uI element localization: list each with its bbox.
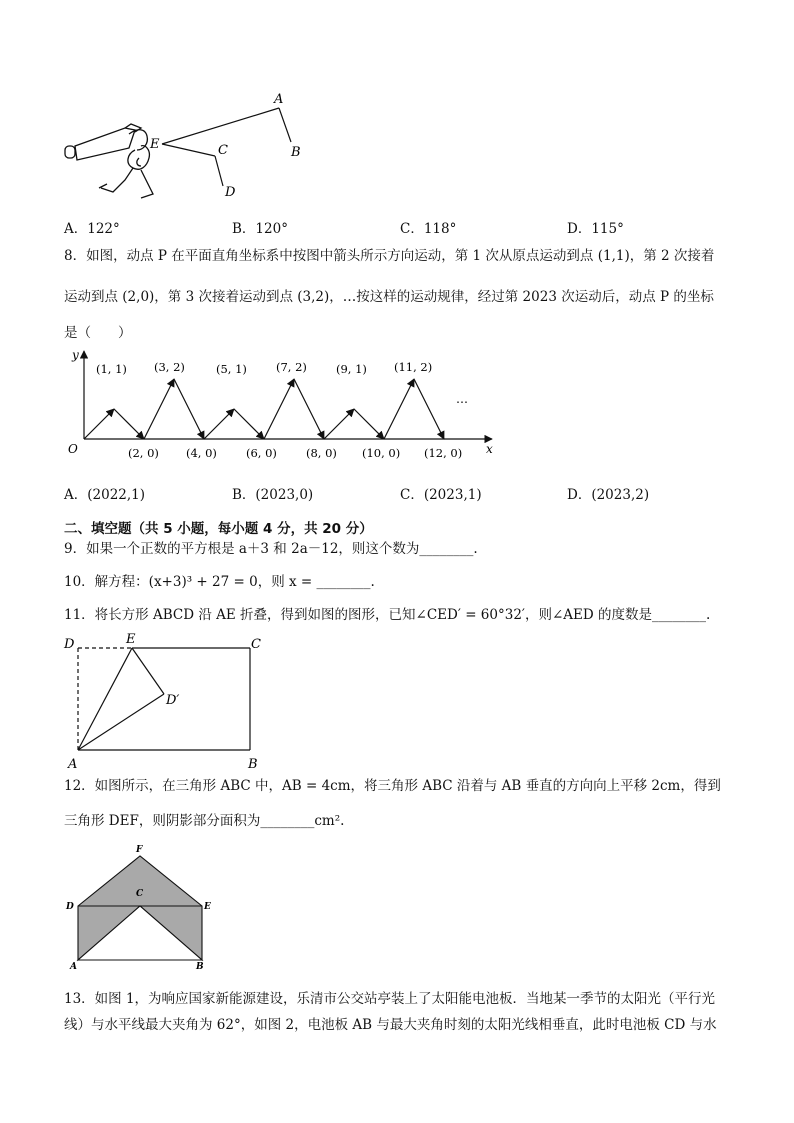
q11-label-Dprime: D′ xyxy=(166,693,180,708)
pt-label-9-1: (9, 1) xyxy=(336,362,367,376)
q12-label-F: F xyxy=(136,845,143,855)
motion-segment xyxy=(204,409,234,439)
pt-label-1-1: (1, 1) xyxy=(96,362,127,376)
q8-choice-d[interactable]: D．(2023,2) xyxy=(567,487,650,503)
pt-label-7-2: (7, 2) xyxy=(276,360,307,374)
motion-segment xyxy=(234,409,264,439)
q12-label-B: B xyxy=(196,962,204,972)
q12-line-1: 12．如图所示，在三角形 ABC 中，AB = 4cm，将三角形 ABC 沿着与 AB 垂直的方向向上平移 2cm，得到 xyxy=(64,778,721,794)
q7-choice-b[interactable]: B．120° xyxy=(232,221,288,237)
q11-label-B: B xyxy=(248,757,258,772)
q8-line-1: 8．如图，动点 P 在平面直角坐标系中按图中箭头所示方向运动，第 1 次从原点运动到点 (1,1)，第 2 次接着 xyxy=(64,248,715,264)
q11-label-E: E xyxy=(126,632,136,647)
motion-segment xyxy=(84,409,114,439)
q10-text: 10．解方程：(x+3)³ + 27 = 0，则 x = ________. xyxy=(64,574,375,590)
q12-label-A: A xyxy=(70,962,77,972)
q8-choice-b[interactable]: B．(2023,0) xyxy=(232,487,314,503)
q11-label-A: A xyxy=(68,757,78,772)
q7-label-B: B xyxy=(291,145,301,160)
section-2-title: 二、填空题（共 5 小题，每小题 4 分，共 20 分） xyxy=(64,521,373,537)
q11-label-C: C xyxy=(251,637,261,652)
q7-choice-d[interactable]: D．115° xyxy=(567,221,624,237)
motion-segment xyxy=(414,379,444,439)
q12-label-E: E xyxy=(204,902,211,912)
motion-segment xyxy=(264,379,294,439)
q13-line-2: 线）与水平线最大夹角为 62°，如图 2，电池板 AB 与最大夹角时刻的太阳光线相垂直，此时电池板 CD 与水 xyxy=(64,1017,717,1033)
q7-label-A: A xyxy=(274,92,284,107)
q8-line-2: 运动到点 (2,0)，第 3 次接着运动到点 (3,2)，…按这样的运动规律，经过第 2023 次运动后，动点 P 的坐标 xyxy=(64,289,714,305)
q12-line-2: 三角形 DEF，则阴影部分面积为________cm². xyxy=(64,813,345,829)
pt-label-10-0: (10, 0) xyxy=(362,446,401,460)
q11-text: 11．将长方形 ABCD 沿 AE 折叠，得到如图的图形，已知∠CED′ = 60°32′，则∠AED 的度数是________. xyxy=(64,607,711,623)
pt-label-2-0: (2, 0) xyxy=(128,446,159,460)
q11-label-D: D xyxy=(64,637,75,652)
q7-label-D: D xyxy=(225,185,236,200)
motion-segment xyxy=(354,409,384,439)
q8-line-3: 是（ ） xyxy=(64,325,132,341)
pt-label-12-0: (12, 0) xyxy=(424,446,463,460)
graph-ellipsis: … xyxy=(456,392,468,406)
q11-rectangle-figure xyxy=(60,632,280,774)
q12-label-C: C xyxy=(136,889,144,899)
q8-choice-a[interactable]: A．(2022,1) xyxy=(64,487,146,503)
motion-segment xyxy=(324,409,354,439)
q8-coordinate-graph xyxy=(60,345,500,465)
pt-label-3-2: (3, 2) xyxy=(154,360,185,374)
pt-label-6-0: (6, 0) xyxy=(246,446,277,460)
x-axis-label: x xyxy=(486,442,493,456)
q8-choice-c[interactable]: C．(2023,1) xyxy=(400,487,482,503)
q13-line-1: 13．如图 1，为响应国家新能源建设，乐清市公交站亭装上了太阳能电池板．当地某一季节的太阳光（平行光 xyxy=(64,991,716,1007)
motion-segment xyxy=(144,379,174,439)
motion-segment xyxy=(384,379,414,439)
q7-figure xyxy=(55,88,315,206)
pt-label-4-0: (4, 0) xyxy=(186,446,217,460)
q7-choice-c[interactable]: C．118° xyxy=(400,221,457,237)
origin-label: O xyxy=(68,442,78,456)
telescope-person-illustration xyxy=(65,124,153,198)
pt-label-5-1: (5, 1) xyxy=(216,362,247,376)
y-axis-label: y xyxy=(72,348,79,362)
q7-choice-a[interactable]: A．122° xyxy=(64,221,120,237)
motion-segment xyxy=(174,379,204,439)
motion-segment xyxy=(294,379,324,439)
q7-label-E: E xyxy=(150,137,160,152)
q8-motion-path xyxy=(84,379,444,439)
motion-segment xyxy=(114,409,144,439)
pt-label-11-2: (11, 2) xyxy=(394,360,433,374)
q9-text: 9．如果一个正数的平方根是 a＋3 和 2a－12，则这个数为________. xyxy=(64,541,478,557)
q12-translation-figure xyxy=(62,842,212,972)
q7-label-C: C xyxy=(218,143,228,158)
q12-label-D: D xyxy=(66,902,74,912)
pt-label-8-0: (8, 0) xyxy=(306,446,337,460)
